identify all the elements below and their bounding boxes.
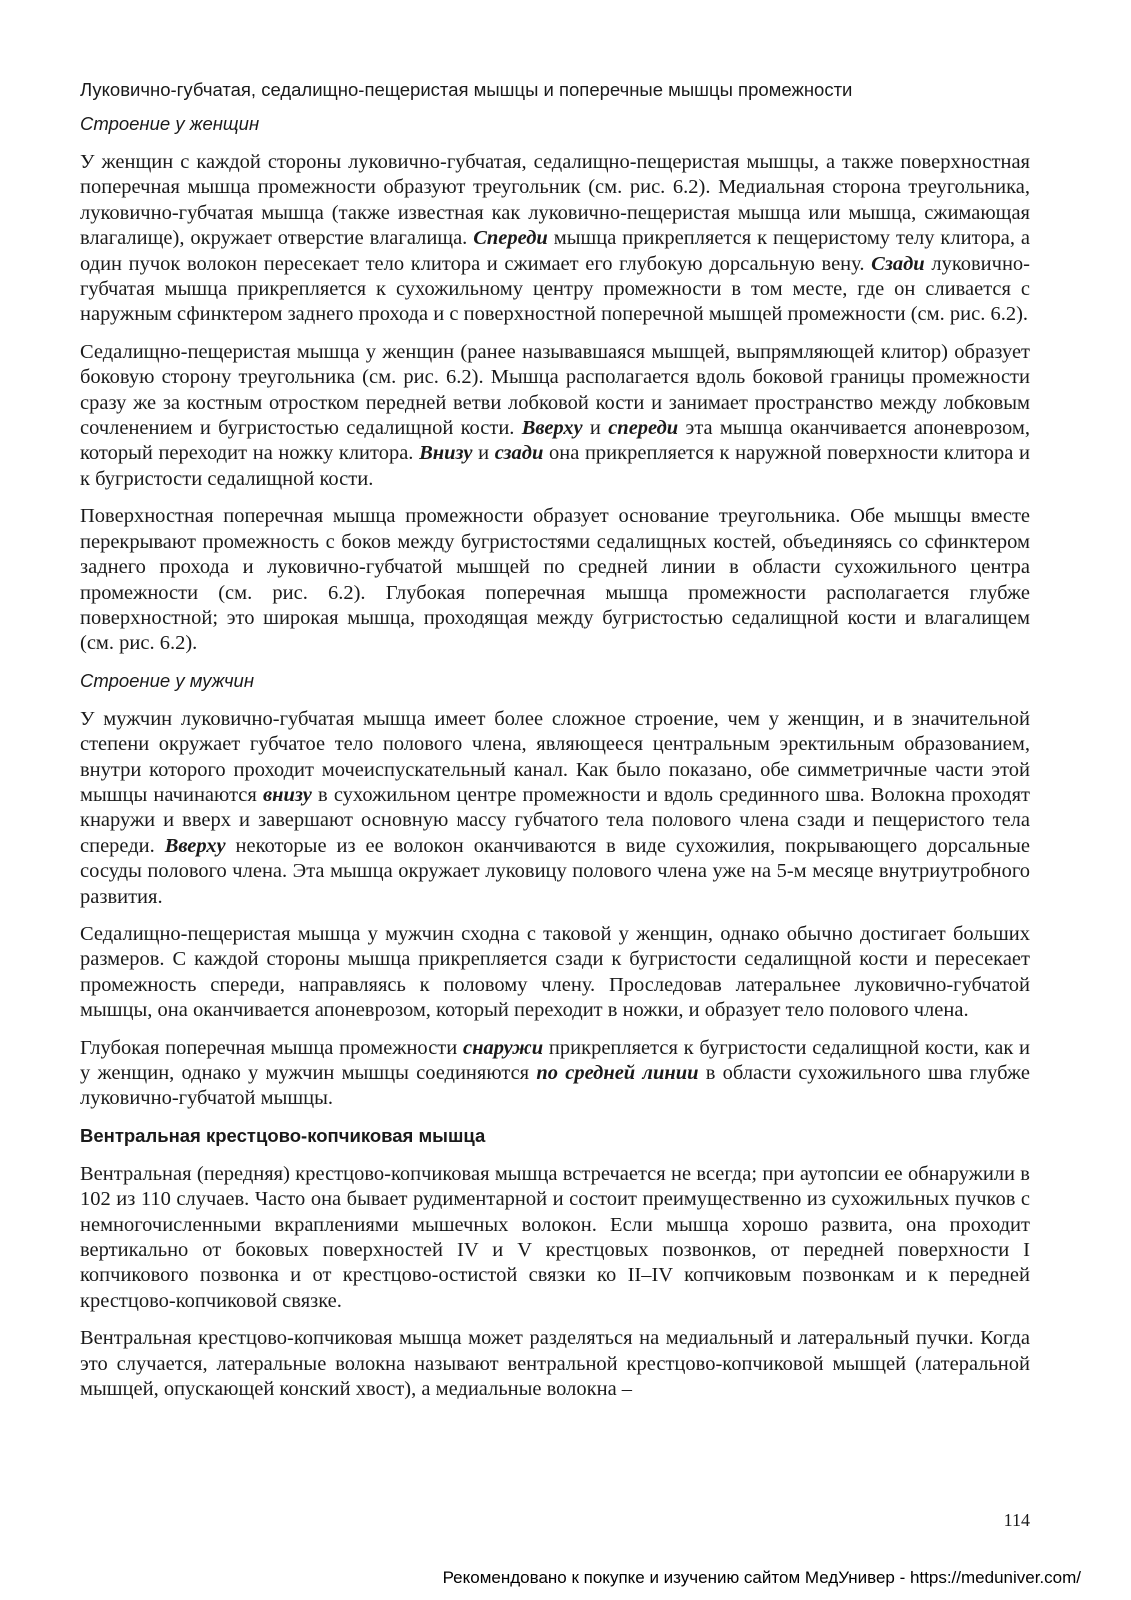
text-run: Вентральная крестцово-копчиковая мышца может разделяться на медиальный и латеральный пучки. Когда это случается, латеральные волокна называют вентральной крестцово-копчиковой мышцей (латеральной мышцей, опускающей конский хвост), а медиальные волокна – xyxy=(80,1327,1030,1401)
page-number: 114 xyxy=(1003,1510,1030,1530)
paragraph-ventral-2 xyxy=(80,1326,1030,1402)
text-run: некоторые из ее волокон оканчиваются в виде сухожилия, покрывающего дорсальные сосуды полового члена. Эта мышца окружает луковицу полового члена уже на 5-м месяце внутриутробного развития. xyxy=(80,834,1030,908)
section-title: Луковично-губчатая, седалищно-пещеристая мышцы и поперечные мышцы промежности xyxy=(80,79,853,100)
text-run: Вентральная (передняя) крестцово-копчиковая мышца встречается не всегда; при аутопсии ее обнаружили в 102 из 110 случаев. Часто она бывает рудиментарной и состоит преимущественно из сухожильных пучков с немногочисленными вкраплениями мышечных волокон. Если мышца хорошо развита, она проходит вертикально от боковых поверхностей IV и V крестцовых позвонков, от передней поверхности I копчикового позвонка и от крестцово-остистой связки ко II–IV копчиковым позвонкам и к передней крестцово-копчиковой связке. xyxy=(80,1162,1030,1312)
text-run: Седалищно-пещеристая мышца у женщин (ранее называвшаяся мышцей, выпрямляющей клитор) образует боковую сторону треугольника (см. рис. 6.2). Мышца располагается вдоль боковой границы промежности сразу же за костным отростком передней ветви лобковой кости и занимает пространство между лобковым сочленением и бугристостью седалищной кости. xyxy=(80,340,1030,440)
paragraph-female-3 xyxy=(80,504,1030,656)
paragraph-male-2 xyxy=(80,922,1030,1024)
text-run: и xyxy=(582,417,609,440)
text-run: она прикрепляется к наружной поверхности клитора и к бугристости седалищной кости. xyxy=(80,442,1030,490)
text-run: луковично-губчатая мышца прикрепляется к сухожильному центру промежности в том месте, где он сливается с наружным сфинктером заднего прохода и с поверхностной поперечной мышцей промежности (см. рис. 6.2). xyxy=(80,252,1030,326)
text-run: в сухожильном центре промежности и вдоль срединного шва. Волокна проходят кнаружи и вверх и завершают основную массу губчатого тела полового члена сзади и пещеристого тела спереди. xyxy=(80,783,1030,857)
male-structure-title: Строение у мужчин xyxy=(80,669,255,691)
paragraph-male-1 xyxy=(80,707,1030,910)
emphasis-term: внизу xyxy=(262,783,312,806)
paragraph-female-2 xyxy=(80,340,1030,492)
ventral-muscle-title: Вентральная крестцово-копчиковая мышца xyxy=(80,1124,486,1146)
text-run: в области сухожильного шва глубже луковично-губчатой мышцы. xyxy=(80,1062,1030,1110)
paragraph-female-1 xyxy=(80,150,1030,328)
text-run: Глубокая поперечная мышца промежности xyxy=(80,1036,463,1059)
paragraph-ventral-1 xyxy=(80,1162,1030,1314)
emphasis-term: Спереди xyxy=(473,227,548,250)
emphasis-term: Внизу xyxy=(419,442,473,465)
emphasis-term: спереди xyxy=(608,417,679,440)
emphasis-term: Вверху xyxy=(521,417,583,440)
text-run: эта мышца оканчивается апоневрозом, который переходит на ножку клитора. xyxy=(80,417,1030,465)
text-run: прикрепляется к бугристости седалищной кости, как и у женщин, однако у мужчин мышцы соединяются xyxy=(80,1036,1030,1084)
text-run: Седалищно-пещеристая мышца у мужчин сходна с таковой у женщин, однако обычно достигает больших размеров. С каждой стороны мышца прикрепляется сзади к бугристости седалищной кости и пересекает промежность спереди, направляясь к половому члену. Проследовав латеральнее луковично-губчатой мышцы, она оканчивается апоневрозом, который переходит в ножки, и образует тело полового члена. xyxy=(80,922,1030,1022)
emphasis-term: Вверху xyxy=(164,834,226,857)
text-run: мышца прикрепляется к пещеристому телу клитора, а один пучок волокон пересекает тело клитора и сжимает его глубокую дорсальную вену. xyxy=(80,227,1031,275)
text-run: Поверхностная поперечная мышца промежности образует основание треугольника. Обе мышцы вместе перекрывают промежность с боков между бугристостями седалищных костей, объединяясь со сфинктером заднего прохода и луковично-губчатой мышцей по средней линии в области сухожильного центра промежности (см. рис. 6.2). Глубокая поперечная мышца промежности располагается глубже поверхностной; это широкая мышца, проходящая между бугристостью седалищной кости и влагалищем (см. рис. 6.2). xyxy=(80,505,1030,655)
paragraph-male-3 xyxy=(80,1036,1030,1112)
emphasis-term: Сзади xyxy=(871,252,925,275)
document-page xyxy=(80,78,1030,1414)
emphasis-term: по средней линии xyxy=(536,1062,699,1084)
text-run: У мужчин луковично-губчатая мышца имеет более сложное строение, чем у женщин, и в значительной степени окружает губчатое тело полового члена, являющееся центральным эректильным образованием, внутри которого проходит мочеиспускательный канал. Как было показано, обе симметричные части этой мышцы начинаются xyxy=(80,707,1030,806)
emphasis-term: сзади xyxy=(494,442,544,465)
text-run: и xyxy=(472,442,495,465)
footer-recommendation: Рекомендовано к покупке и изучению сайтом МедУнивер - https://meduniver.com/ xyxy=(442,1568,1081,1587)
emphasis-term: снаружи xyxy=(462,1036,544,1059)
text-run: У женщин с каждой стороны луковично-губчатая, седалищно-пещеристая мышцы, а также поверхностная поперечная мышца промежности образуют треугольник (см. рис. 6.2). Медиальная сторона треугольника, луковично-губчатая мышца (также известная как луковично-пещеристая мышца или мышца, сжимающая влагалище), окружает отверстие влагалища. xyxy=(80,151,1030,250)
female-structure-title: Строение у женщин xyxy=(80,113,260,134)
